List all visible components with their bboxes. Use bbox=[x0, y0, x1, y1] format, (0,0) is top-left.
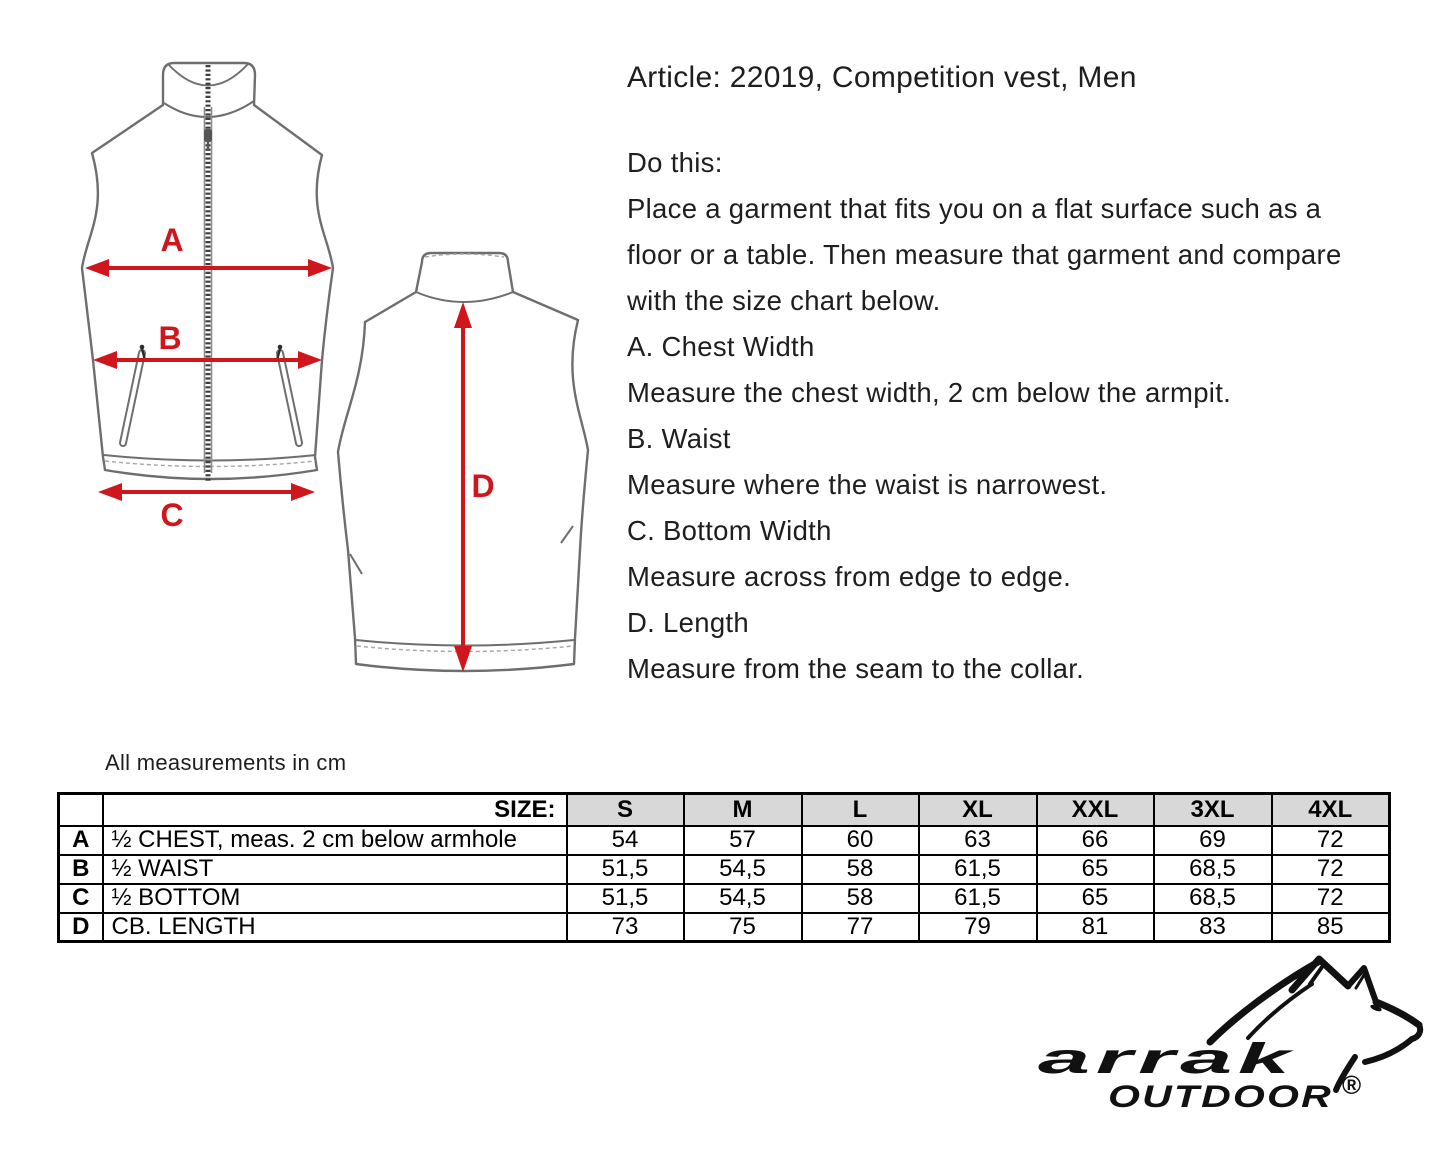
size-col-header: 3XL bbox=[1154, 794, 1272, 826]
cell-value: 69 bbox=[1154, 826, 1272, 855]
vest-front-diagram bbox=[60, 45, 350, 540]
size-corner-label: SIZE: bbox=[103, 794, 567, 826]
row-key: D bbox=[59, 913, 103, 942]
cell-value: 73 bbox=[567, 913, 684, 942]
size-col-header: XXL bbox=[1037, 794, 1154, 826]
cell-value: 65 bbox=[1037, 855, 1154, 884]
cell-value: 68,5 bbox=[1154, 855, 1272, 884]
cell-value: 58 bbox=[802, 884, 919, 913]
table-row bbox=[59, 826, 1390, 855]
instruction-line: with the size chart below. bbox=[627, 285, 941, 316]
cell-value: 57 bbox=[684, 826, 802, 855]
cell-value: 65 bbox=[1037, 884, 1154, 913]
measure-item-text: Measure the chest width, 2 cm below the armpit. bbox=[627, 377, 1232, 408]
label-b: B bbox=[158, 320, 182, 356]
table-row bbox=[59, 855, 1390, 884]
label-d: D bbox=[471, 468, 495, 504]
cell-value: 58 bbox=[802, 855, 919, 884]
row-key: A bbox=[59, 826, 103, 855]
cell-value: 68,5 bbox=[1154, 884, 1272, 913]
row-key: C bbox=[59, 884, 103, 913]
measure-item-text: Measure across from edge to edge. bbox=[627, 561, 1072, 592]
label-c: C bbox=[160, 497, 184, 533]
size-col-header: L bbox=[802, 794, 919, 826]
cell-value: 72 bbox=[1272, 855, 1390, 884]
cell-value: 51,5 bbox=[567, 884, 684, 913]
table-row bbox=[59, 913, 1390, 942]
cell-value: 72 bbox=[1272, 826, 1390, 855]
cell-value: 54 bbox=[567, 826, 684, 855]
table-header-row bbox=[59, 794, 1390, 826]
label-a: A bbox=[160, 222, 184, 258]
instructions-heading: Do this: bbox=[627, 147, 723, 178]
size-col-header: S bbox=[567, 794, 684, 826]
zipper-slider bbox=[204, 129, 212, 142]
brand-subtitle: OUTDOOR bbox=[1108, 1080, 1333, 1115]
cell-value: 66 bbox=[1037, 826, 1154, 855]
vest-back-diagram bbox=[330, 240, 600, 700]
right-pocket-pull bbox=[278, 345, 283, 350]
cell-value: 51,5 bbox=[567, 855, 684, 884]
cell-value: 75 bbox=[684, 913, 802, 942]
size-col-header: XL bbox=[919, 794, 1037, 826]
registered-trademark-icon: ® bbox=[1342, 1070, 1362, 1100]
corner-empty-cell bbox=[59, 794, 103, 826]
size-col-header: M bbox=[684, 794, 802, 826]
row-label: CB. LENGTH bbox=[103, 913, 567, 942]
row-label: ½ BOTTOM bbox=[103, 884, 567, 913]
brand-wordmark: arrak bbox=[1038, 1034, 1296, 1082]
cell-value: 61,5 bbox=[919, 884, 1037, 913]
cell-value: 54,5 bbox=[684, 884, 802, 913]
row-key: B bbox=[59, 855, 103, 884]
measure-item-heading: A. Chest Width bbox=[627, 331, 815, 362]
cell-value: 54,5 bbox=[684, 855, 802, 884]
instruction-line: Place a garment that fits you on a flat surface such as a bbox=[627, 193, 1322, 224]
instructions-column bbox=[627, 58, 1402, 692]
measure-item-heading: D. Length bbox=[627, 607, 749, 638]
measurements-note: All measurements in cm bbox=[105, 750, 347, 775]
measure-item-text: Measure where the waist is narrowest. bbox=[627, 469, 1108, 500]
size-table bbox=[57, 792, 1391, 943]
arrow-c-head-left bbox=[98, 483, 122, 501]
cell-value: 83 bbox=[1154, 913, 1272, 942]
size-col-header: 4XL bbox=[1272, 794, 1390, 826]
measure-item-heading: B. Waist bbox=[627, 423, 731, 454]
instruction-line: floor or a table. Then measure that garment and compare bbox=[627, 239, 1342, 270]
cell-value: 72 bbox=[1272, 884, 1390, 913]
cell-value: 85 bbox=[1272, 913, 1390, 942]
page-title: Article: 22019, Competition vest, Men bbox=[627, 61, 1137, 94]
measure-item-heading: C. Bottom Width bbox=[627, 515, 832, 546]
cell-value: 77 bbox=[802, 913, 919, 942]
cell-value: 60 bbox=[802, 826, 919, 855]
row-label: ½ WAIST bbox=[103, 855, 567, 884]
cell-value: 79 bbox=[919, 913, 1037, 942]
cell-value: 63 bbox=[919, 826, 1037, 855]
cell-value: 61,5 bbox=[919, 855, 1037, 884]
measure-item-text: Measure from the seam to the collar. bbox=[627, 653, 1085, 684]
arrow-c-head-right bbox=[291, 483, 315, 501]
cell-value: 81 bbox=[1037, 913, 1154, 942]
table-row bbox=[59, 884, 1390, 913]
left-pocket-pull bbox=[140, 345, 145, 350]
brand-logo bbox=[1028, 946, 1438, 1151]
row-label: ½ CHEST, meas. 2 cm below armhole bbox=[103, 826, 567, 855]
